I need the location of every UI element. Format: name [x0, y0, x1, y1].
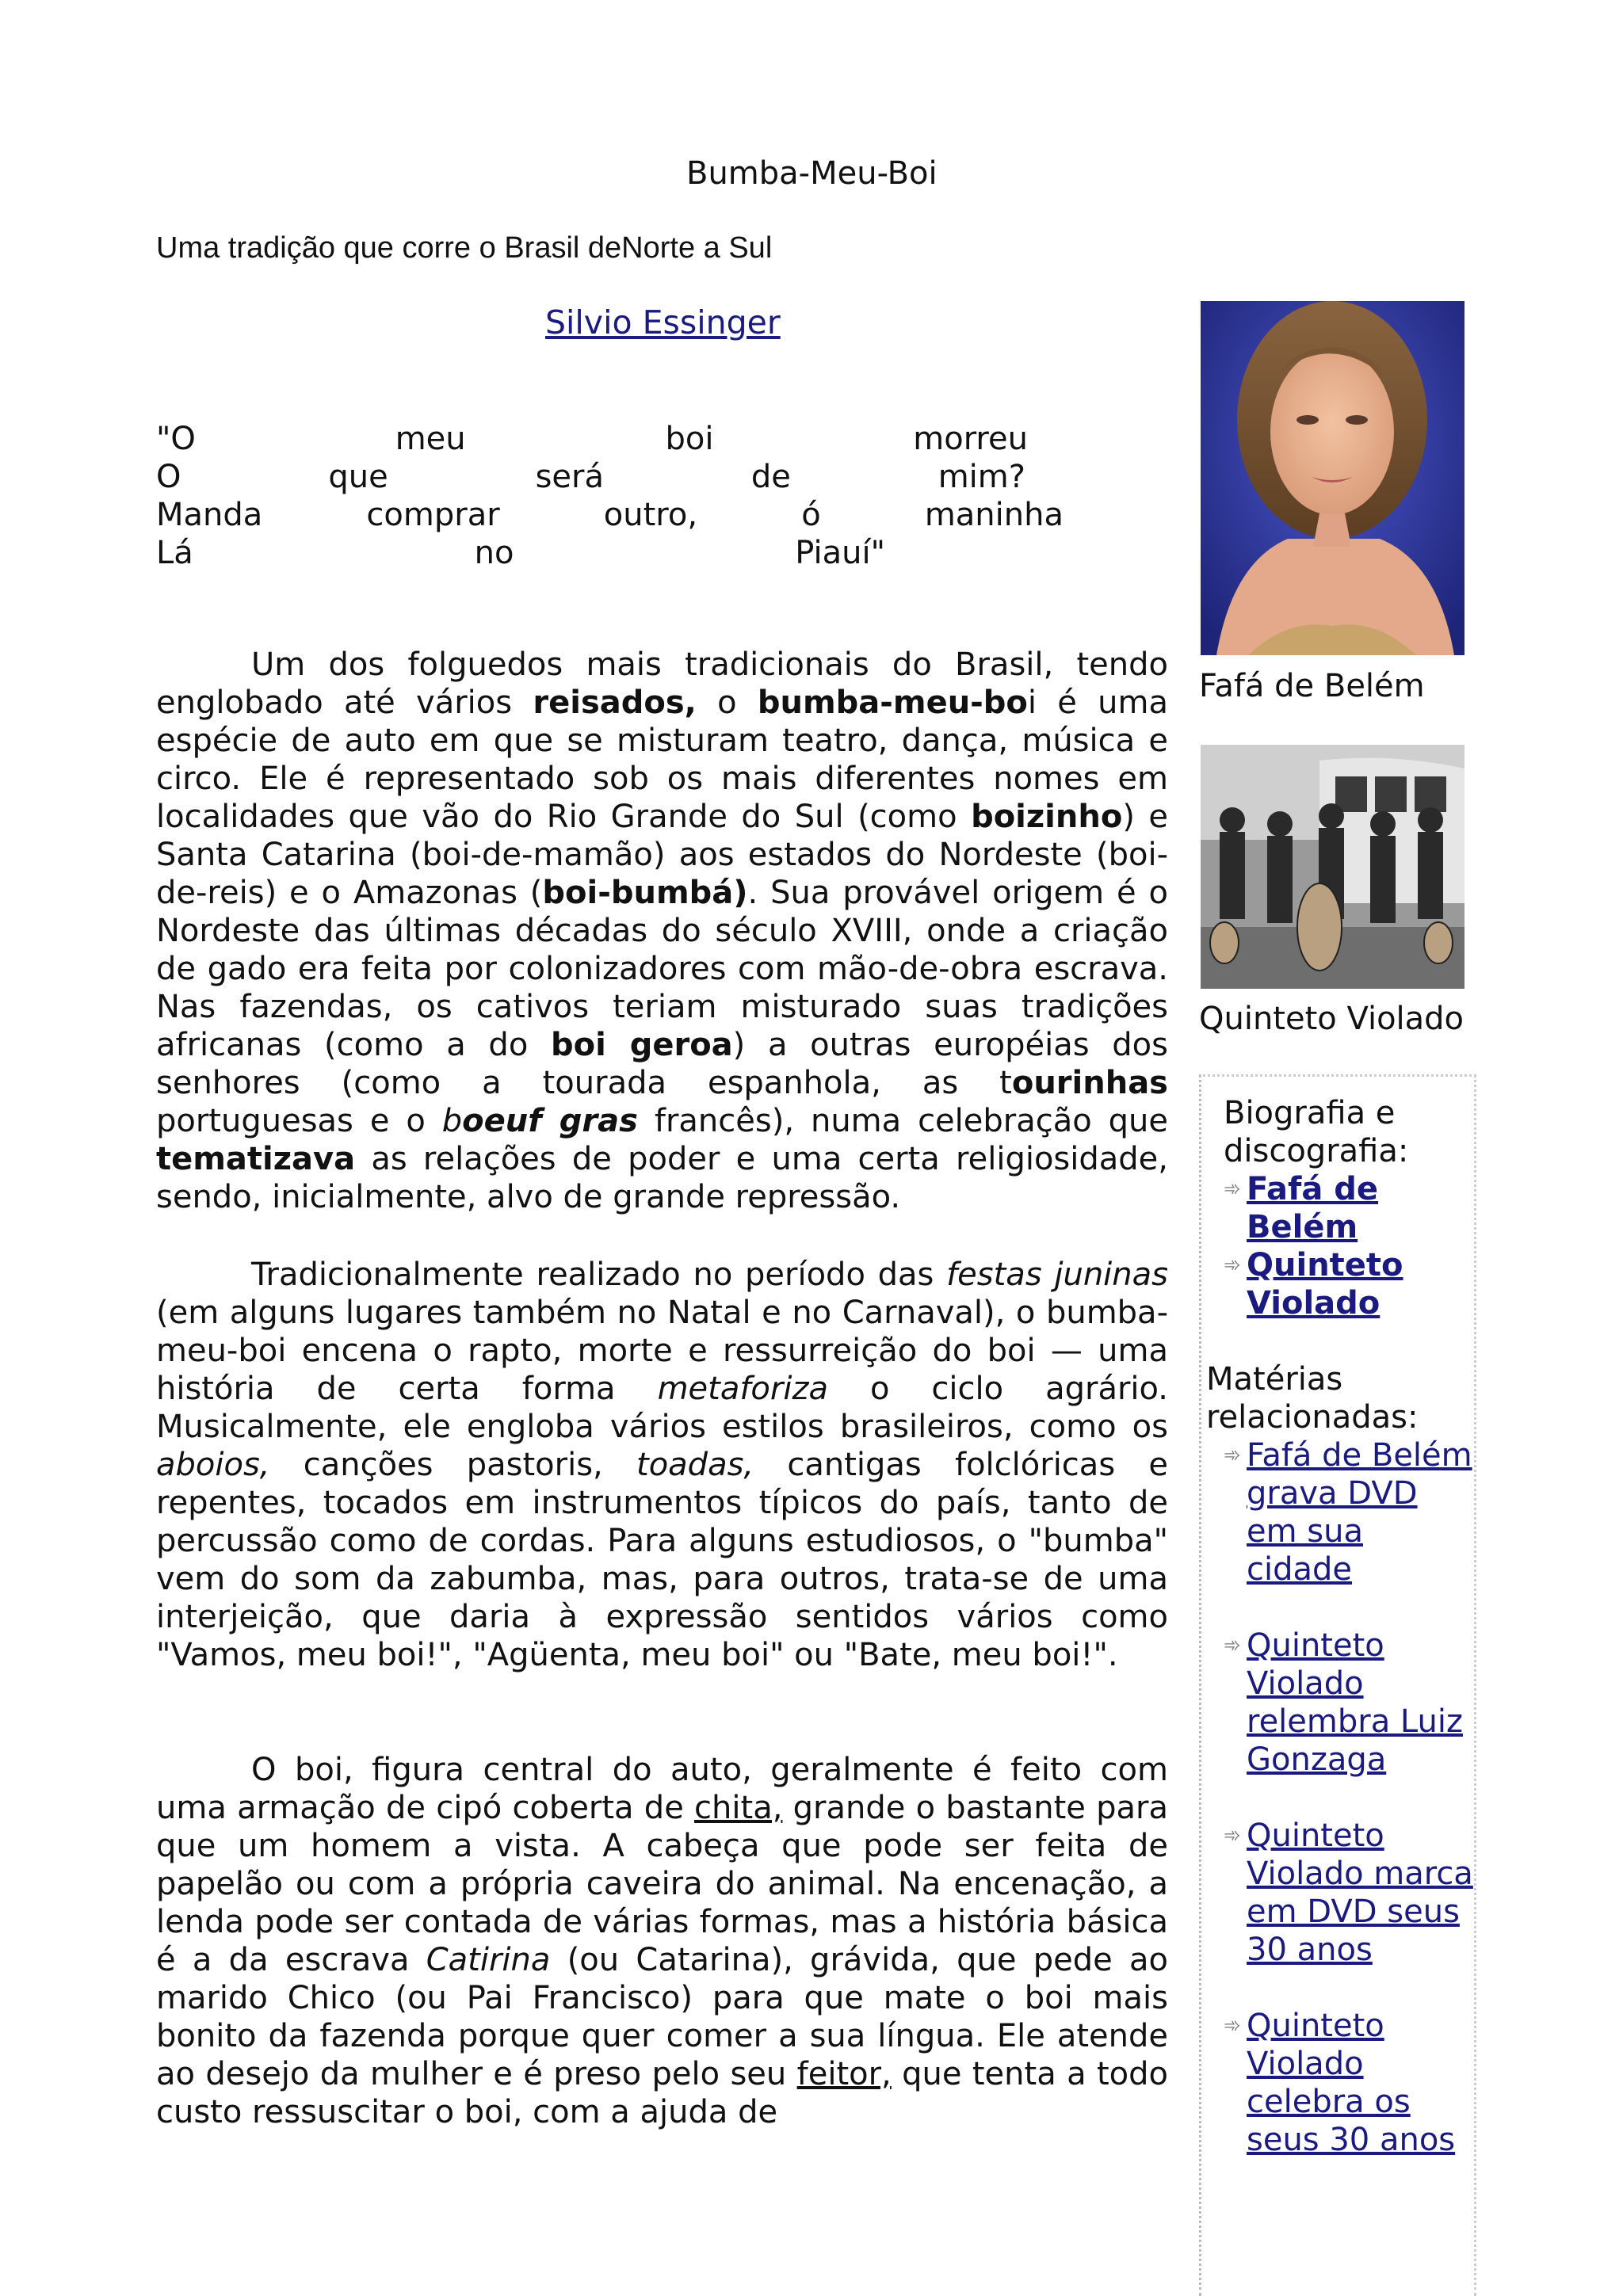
- italic-run: Catirina: [426, 1942, 551, 1978]
- poem-word: que: [328, 459, 388, 495]
- article-title: Bumba-Meu-Boi: [686, 155, 938, 192]
- text-run: grande o bastante para que um homem a vista. A cabeça que pode ser feita de papelão ou com a própria caveira do animal. Na encenação, a lenda pode ser contada de várias formas, mas a história básica é a da escrava: [156, 1790, 1168, 1978]
- related-link[interactable]: Quinteto Violado celebra os seus 30 anos: [1247, 2008, 1456, 2158]
- bio-links: [1201, 1170, 1474, 1322]
- bold-italic-run: oeuf gras: [462, 1103, 638, 1139]
- poem-word: meu: [395, 421, 466, 457]
- poem-word: boi: [665, 421, 714, 457]
- poem-word: Manda: [156, 497, 263, 533]
- bio-link-item[interactable]: [1201, 1246, 1421, 1322]
- arrow-right-icon: ➾: [1224, 1824, 1241, 1848]
- related-section: [1201, 1322, 1474, 2159]
- related-link[interactable]: Fafá de Belém grava DVD em sua cidade: [1247, 1437, 1472, 1588]
- poem-line: [156, 420, 1028, 458]
- paragraph-2: [156, 1256, 1168, 1674]
- text-run: o ciclo agrário. Musicalmente, ele engloba vários estilos brasileiros, como os: [156, 1371, 1169, 1445]
- text-run: francês), numa celebração que: [637, 1103, 1168, 1139]
- text-run: ) e Santa Catarina (boi-de-mamão) aos estados do Nordeste (boi-de-reis) e o Amazonas (: [156, 799, 1168, 911]
- poem-line: [156, 534, 885, 572]
- feitor-link[interactable]: feitor,: [796, 2056, 892, 2092]
- related-link-item[interactable]: [1201, 1817, 1476, 1969]
- arrow-right-icon: ➾: [1224, 2014, 1241, 2038]
- text-run: as relações de poder e uma certa religiosidade, sendo, inicialmente, alvo de grande repressão.: [156, 1141, 1168, 1215]
- bold-run: ourinhas: [1011, 1065, 1168, 1101]
- text-run: Tradicionalmente realizado no período das: [251, 1257, 947, 1293]
- arrow-right-icon: ➾: [1224, 1444, 1241, 1467]
- bold-run: tematizava: [156, 1141, 356, 1177]
- text-run: Um dos folguedos mais tradicionais do Brasil, tendo englobado até vários: [156, 646, 1168, 721]
- poem-word: será: [535, 459, 604, 495]
- text-run: que tenta a todo custo ressuscitar o boi, com a ajuda de: [156, 2056, 1168, 2130]
- paragraph-text: [156, 1256, 1168, 1674]
- bio-link-quinteto[interactable]: Quinteto Violado: [1247, 1247, 1403, 1322]
- related-links: [1206, 1436, 1474, 2159]
- bio-section: [1201, 1077, 1474, 1322]
- poem-word: "O: [156, 421, 196, 457]
- text-run: ) a outras européias dos senhores (como a tourada espanhola, as t: [156, 1027, 1168, 1101]
- text-run: canções pastoris,: [269, 1447, 637, 1483]
- italic-run: metaforiza: [657, 1371, 828, 1407]
- arrow-right-icon: ➾: [1224, 1253, 1241, 1277]
- bold-run: boi geroa: [550, 1027, 733, 1063]
- portrait-image: [1201, 301, 1465, 655]
- related-heading: Matérias relacionadas:: [1206, 1361, 1419, 1436]
- fafa-de-belem-photo: [1201, 301, 1465, 655]
- text-run: (em alguns lugares também no Natal e no Carnaval), o bumba-meu-boi encena o rapto, morte e ressurreição do boi — uma história de certa forma: [156, 1295, 1168, 1407]
- bold-run: boi-bumbá): [542, 875, 748, 911]
- bold-run: reisados,: [533, 685, 697, 721]
- text-run: portuguesas e o: [156, 1103, 442, 1139]
- bold-run: bumba-meu-bo: [757, 685, 1028, 721]
- related-sidebar: [1199, 1074, 1476, 2296]
- bio-link-fafa[interactable]: Fafá de Belém: [1247, 1171, 1379, 1245]
- poem-word: no: [474, 535, 514, 571]
- poem-word: mim?: [938, 459, 1025, 495]
- text-run: cantigas folclóricas e repentes, tocados em instrumentos típicos do país, tanto de percussão como de cordas. Para alguns estudiosos, o "bumba" vem do som da zabumba, mas, para outros, trata-se de uma interjeição, que daria à expressão sentidos vários como "Vamos, meu boi!", "Agüenta, meu boi" ou "Bate, meu boi!".: [156, 1447, 1168, 1673]
- author-link[interactable]: Silvio Essinger: [545, 303, 781, 341]
- italic-run: toadas,: [636, 1447, 754, 1483]
- italic-run: festas juninas: [946, 1257, 1169, 1293]
- paragraph-3: [156, 1751, 1168, 2131]
- poem-word: outro,: [603, 497, 698, 533]
- related-link-item[interactable]: [1201, 2007, 1476, 2159]
- poem-word: morreu: [913, 421, 1028, 457]
- paragraph-1: [156, 646, 1168, 1216]
- poem-word: de: [750, 459, 791, 495]
- poem-word: O: [156, 459, 181, 495]
- arrow-right-icon: ➾: [1224, 1634, 1241, 1657]
- chita-link[interactable]: chita,: [694, 1790, 783, 1826]
- related-link-item[interactable]: [1201, 1436, 1476, 1589]
- poem-word: Lá: [156, 535, 193, 571]
- bio-heading: Biografia e discografia:: [1224, 1095, 1409, 1169]
- arrow-right-icon: ➾: [1224, 1177, 1241, 1201]
- italic-run: aboios,: [156, 1447, 270, 1483]
- bio-link-item[interactable]: [1201, 1170, 1421, 1246]
- bold-run: boizinho: [971, 799, 1123, 835]
- text-run: i é uma espécie de auto em que se misturam teatro, dança, música e circo. Ele é representado sob os mais diferentes nomes em localidades que vão do Rio Grande do Sul (como: [156, 685, 1168, 835]
- related-link[interactable]: Quinteto Violado relembra Luiz Gonzaga: [1247, 1627, 1463, 1778]
- poem-word: ó: [801, 497, 821, 533]
- poem-line: [156, 458, 1025, 496]
- article-subtitle: Uma tradição que corre o Brasil deNorte a Sul: [156, 231, 773, 265]
- text-run: o: [696, 685, 758, 721]
- related-link-item[interactable]: [1201, 1627, 1484, 1779]
- poem-word: Piauí": [795, 535, 885, 571]
- photo1-caption: Fafá de Belém: [1199, 668, 1425, 704]
- related-link[interactable]: Quinteto Violado marca em DVD seus 30 anos: [1247, 1817, 1473, 1968]
- paragraph-text: [156, 646, 1168, 1216]
- text-run: . Sua provável origem é o Nordeste das últimas décadas do século XVIII, onde a criação de gado era feita por colonizadores com mão-de-obra escrava. Nas fazendas, os cativos teriam misturado suas tradições africanas (como a do: [156, 875, 1168, 1063]
- text-run: O boi, figura central do auto, geralmente é feito com uma armação de cipó coberta de: [156, 1752, 1168, 1826]
- poem-epigraph: [156, 420, 1067, 572]
- italic-run: b: [441, 1103, 463, 1139]
- paragraph-text: [156, 1751, 1168, 2131]
- poem-word: comprar: [366, 497, 500, 533]
- text-run: (ou Catarina), grávida, que pede ao marido Chico (ou Pai Francisco) para que mate o boi mais bonito da fazenda porque quer comer a sua língua. Ele atende ao desejo da mulher e é preso pelo seu: [156, 1942, 1168, 2092]
- quinteto-violado-photo: [1201, 745, 1465, 989]
- poem-line: [156, 496, 1064, 534]
- poem-word: maninha: [924, 497, 1064, 533]
- band-image: [1201, 745, 1465, 989]
- photo2-caption: Quinteto Violado: [1199, 1001, 1465, 1037]
